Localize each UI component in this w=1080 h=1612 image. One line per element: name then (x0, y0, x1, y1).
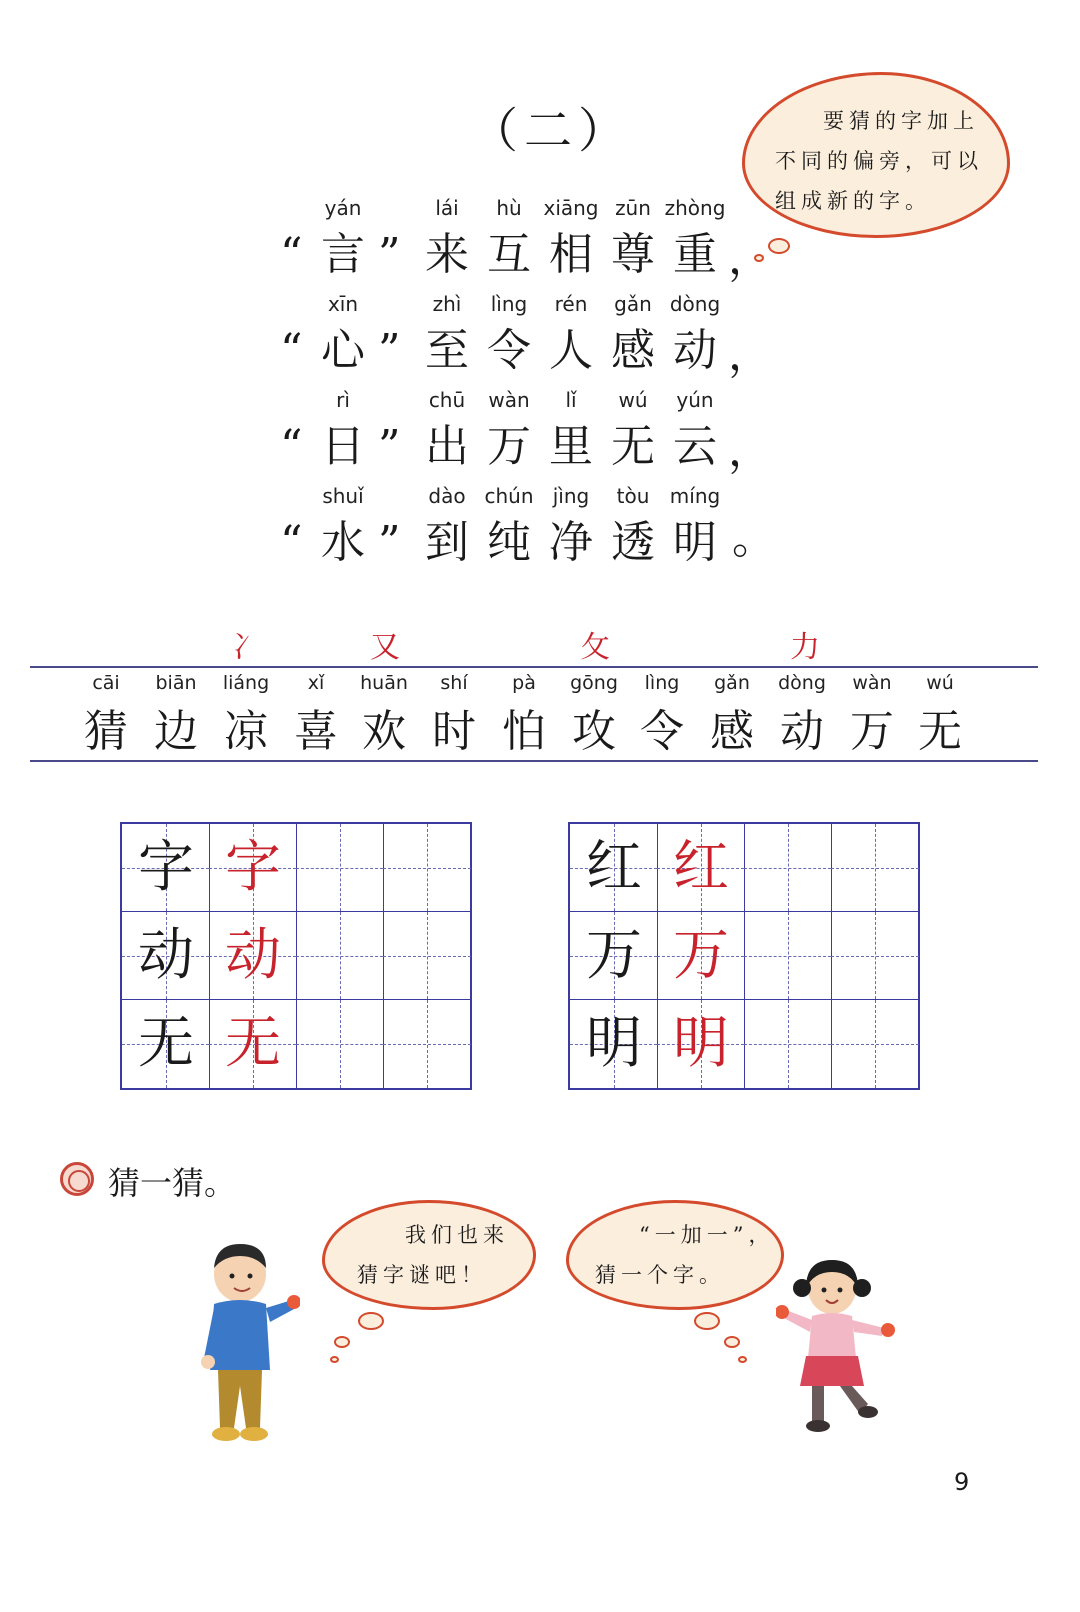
poem-char: lǐ 里 (549, 388, 593, 472)
grid-cell (296, 1000, 384, 1088)
grid-cell (209, 824, 297, 912)
boy-bubble-line-1: 我们也来 (405, 1223, 509, 1247)
new-char-pinyin: wú (926, 672, 954, 694)
new-char (904, 672, 976, 762)
end-punct: ， (728, 425, 772, 476)
new-char-hanzi: 无 (918, 706, 962, 757)
hint-line-3: 组成新的字。 (775, 189, 931, 213)
end-punct: ， (728, 233, 772, 284)
poem-char: lìng 令 (487, 292, 531, 376)
girl-bubble-line-2: 猜一个字。 (595, 1263, 725, 1287)
new-char-pinyin: biān (155, 672, 197, 694)
poem-char: chún 纯 (484, 484, 534, 568)
poem-char: zhì 至 (425, 292, 469, 376)
new-char-pinyin: gōng (570, 672, 618, 694)
model-char: 万 (586, 923, 642, 988)
new-char-pinyin: xǐ (307, 672, 325, 694)
new-char-hanzi: 攻 (572, 706, 616, 757)
radical: 攵 (580, 630, 610, 665)
boy-speech-bubble (322, 1200, 536, 1310)
grid-cell (383, 912, 471, 1000)
new-char (696, 672, 768, 762)
grid-cell (831, 1000, 919, 1088)
poem-char: lái 来 (425, 196, 469, 280)
boy-bubble-line-2: 猜字谜吧！ (357, 1263, 487, 1287)
tracing-char: 字 (225, 835, 281, 900)
poem-char: gǎn 感 (611, 292, 655, 376)
end-punct: ， (728, 329, 772, 380)
new-char-hanzi: 猜 (84, 706, 128, 757)
grid-cell (296, 912, 384, 1000)
grid-cell (657, 824, 745, 912)
new-char-pinyin: pà (512, 672, 536, 694)
open-quote: “ (280, 325, 303, 376)
new-char-hanzi: 动 (780, 706, 824, 757)
hint-bubble (742, 72, 1010, 238)
grid-cell (122, 824, 210, 912)
boy-illustration (196, 1238, 300, 1446)
writing-grid-right (568, 822, 920, 1090)
grid-cell (744, 824, 832, 912)
model-char: 红 (586, 835, 642, 900)
writing-grid-left (120, 822, 472, 1090)
new-char-hanzi: 凉 (224, 706, 268, 757)
new-char-hanzi: 怕 (502, 706, 546, 757)
grid-cell (296, 824, 384, 912)
model-char: 字 (138, 835, 194, 900)
new-char (488, 672, 560, 762)
new-char (836, 672, 908, 762)
tracing-char: 万 (673, 923, 729, 988)
grid-cell (383, 1000, 471, 1088)
grid-cell (209, 1000, 297, 1088)
new-char-pinyin: cāi (92, 672, 120, 694)
poem-char: yán 言 (321, 196, 365, 280)
poem-char: wú 无 (611, 388, 655, 472)
divider (30, 760, 1038, 762)
new-char (70, 672, 142, 762)
hint-line-1: 要猜的字加上 (823, 109, 979, 133)
poem-char: zhòng 重 (664, 196, 726, 280)
new-char (210, 672, 282, 762)
poem-char: yún 云 (673, 388, 717, 472)
new-char (140, 672, 212, 762)
page-number: 9 (954, 1468, 970, 1496)
poem-char: chū 出 (425, 388, 469, 472)
open-quote: “ (280, 229, 303, 280)
poem-char: zūn 尊 (611, 196, 655, 280)
bubble-dot (334, 1336, 350, 1348)
tracing-char: 无 (225, 1011, 281, 1076)
new-char-hanzi: 万 (850, 706, 894, 757)
new-char (348, 672, 420, 762)
poem-char: dòng 动 (669, 292, 721, 376)
grid-cell (570, 824, 658, 912)
new-char-pinyin: huān (360, 672, 408, 694)
poem-char: míng 明 (669, 484, 721, 568)
poem-char: rì 日 (321, 388, 365, 472)
new-char-pinyin: gǎn (714, 672, 750, 694)
grid-cell (657, 912, 745, 1000)
poem-char: xīn 心 (321, 292, 365, 376)
grid-cell (122, 912, 210, 1000)
grid-cell (657, 1000, 745, 1088)
new-char-hanzi: 令 (640, 706, 684, 757)
poem-char: wàn 万 (487, 388, 531, 472)
new-char (766, 672, 838, 762)
girl-bubble-line-1: “一加一”， (639, 1223, 775, 1247)
close-quote: ” (378, 229, 401, 280)
poem-char: dào 到 (425, 484, 469, 568)
open-quote: “ (280, 421, 303, 472)
new-char-pinyin: lìng (644, 672, 680, 694)
new-char (626, 672, 698, 762)
poem-char: hù 互 (487, 196, 531, 280)
grid-cell (209, 912, 297, 1000)
tracing-char: 动 (225, 923, 281, 988)
grid-cell (744, 912, 832, 1000)
close-quote: ” (378, 517, 401, 568)
bubble-dot (358, 1312, 384, 1330)
girl-speech-bubble (566, 1200, 784, 1310)
radical: 又 (370, 630, 400, 665)
new-char-hanzi: 感 (710, 706, 754, 757)
model-char: 明 (586, 1011, 642, 1076)
divider (30, 666, 1038, 668)
poem-char: tòu 透 (611, 484, 655, 568)
close-quote: ” (378, 325, 401, 376)
girl-illustration (776, 1254, 900, 1444)
new-char (280, 672, 352, 762)
grid-cell (383, 824, 471, 912)
bubble-dot (724, 1336, 740, 1348)
close-quote: ” (378, 421, 401, 472)
new-char-hanzi: 边 (154, 706, 198, 757)
end-punct: 。 (732, 513, 776, 564)
new-char-pinyin: wàn (852, 672, 892, 694)
radical: 冫 (232, 630, 262, 665)
lesson-title: （二） (470, 103, 633, 159)
new-char-hanzi: 时 (432, 706, 476, 757)
new-char (558, 672, 630, 762)
new-char-hanzi: 欢 (362, 706, 406, 757)
bubble-dot (694, 1312, 720, 1330)
poem-char: jìng 净 (549, 484, 593, 568)
hint-line-2: 不同的偏旁，可以 (775, 149, 983, 173)
new-char-pinyin: liáng (222, 672, 270, 694)
poem-char: rén 人 (549, 292, 593, 376)
poem-char: shuǐ 水 (321, 484, 365, 568)
model-char: 无 (138, 1011, 194, 1076)
new-char-pinyin: shí (440, 672, 468, 694)
grid-cell (122, 1000, 210, 1088)
model-char: 动 (138, 923, 194, 988)
tracing-char: 明 (673, 1011, 729, 1076)
bubble-dot (330, 1356, 339, 1363)
new-char-hanzi: 喜 (294, 706, 338, 757)
spiral-icon (60, 1162, 94, 1196)
bubble-dot (738, 1356, 747, 1363)
grid-cell (570, 1000, 658, 1088)
grid-cell (744, 1000, 832, 1088)
grid-cell (831, 824, 919, 912)
new-char (418, 672, 490, 762)
radical: 力 (790, 630, 820, 665)
guess-heading: 猜一猜。 (108, 1164, 237, 1202)
grid-cell (570, 912, 658, 1000)
poem-char: xiāng 相 (543, 196, 599, 280)
grid-cell (831, 912, 919, 1000)
tracing-char: 红 (673, 835, 729, 900)
open-quote: “ (280, 517, 303, 568)
radical-row (0, 622, 1080, 668)
new-char-pinyin: dòng (778, 672, 826, 694)
